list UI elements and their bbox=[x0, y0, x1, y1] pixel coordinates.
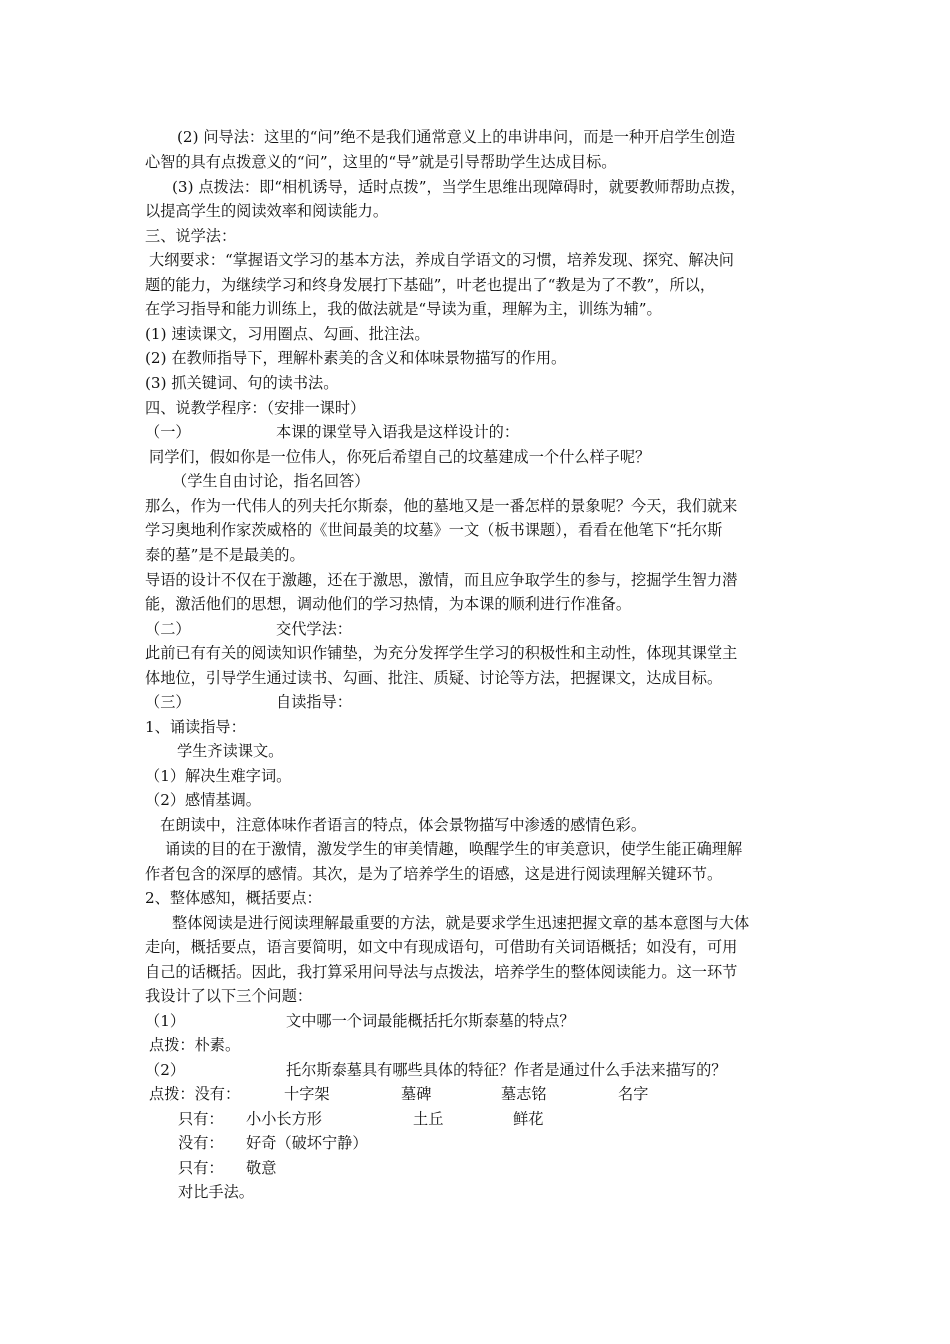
subsection-number: （一） bbox=[145, 423, 191, 441]
contrast-item: 十字架 bbox=[284, 1085, 330, 1103]
contrast-label: 点拨：没有： bbox=[149, 1085, 241, 1103]
contrast-item: 土丘 bbox=[413, 1110, 444, 1128]
paragraph-line: 大纲要求：“掌握语文学习的基本方法，养成自学语文的习惯，培养发现、探究、解决问 bbox=[149, 251, 734, 269]
subsection-title: 自读指导： bbox=[276, 693, 352, 711]
contrast-label: 只有： bbox=[178, 1110, 224, 1128]
contrast-item: 好奇（破坏宁静） bbox=[246, 1134, 368, 1152]
paragraph-line: (2) 问导法：这里的“问”绝不是我们通常意义上的串讲串问，而是一种开启学生创造 bbox=[177, 128, 736, 146]
conclusion-line: 对比手法。 bbox=[178, 1183, 254, 1201]
contrast-item: 鲜花 bbox=[513, 1110, 544, 1128]
question-number: （1） bbox=[145, 1012, 186, 1030]
list-item: (3) 抓关键词、句的读书法。 bbox=[145, 374, 339, 392]
paragraph-line: 题的能力，为继续学习和终身发展打下基础”，叶老也提出了“教是为了不教”，所以， bbox=[145, 276, 716, 294]
paragraph-line: 作者包含的深厚的感情。其次，是为了培养学生的语感，这是进行阅读理解关键环节。 bbox=[145, 865, 723, 883]
question-text: 托尔斯泰墓具有哪些具体的特征？作者是通过什么手法来描写的？ bbox=[286, 1061, 727, 1079]
contrast-item: 敬意 bbox=[246, 1159, 277, 1177]
subsection-number: （二） bbox=[145, 620, 191, 638]
subsection-title: 交代学法： bbox=[276, 620, 352, 638]
paragraph-line: 心智的具有点拨意义的“问”，这里的“导”就是引导帮助学生达成目标。 bbox=[145, 153, 617, 171]
section-heading: 四、说教学程序：（安排一课时） bbox=[145, 399, 366, 417]
list-item: (1) 速读课文，习用圈点、勾画、批注法。 bbox=[145, 325, 430, 343]
contrast-label: 没有： bbox=[178, 1134, 224, 1152]
contrast-label: 只有： bbox=[178, 1159, 224, 1177]
contrast-item: 墓碑 bbox=[401, 1085, 432, 1103]
paragraph-line: 在朗读中，注意体味作者语言的特点，体会景物描写中渗透的感情色彩。 bbox=[160, 816, 646, 834]
paragraph-line: 此前已有有关的阅读知识作铺垫，为充分发挥学生学习的积极性和主动性，体现其课堂主 bbox=[145, 644, 738, 662]
question-text: 文中哪一个词最能概括托尔斯泰墓的特点？ bbox=[286, 1012, 575, 1030]
contrast-item: 小小长方形 bbox=[246, 1110, 322, 1128]
paragraph-line: 以提高学生的阅读效率和阅读能力。 bbox=[145, 202, 388, 220]
paragraph-line: 我设计了以下三个问题： bbox=[145, 987, 313, 1005]
paragraph-line: 诵读的目的在于激情，激发学生的审美情趣，唤醒学生的审美意识，使学生能正确理解 bbox=[165, 840, 743, 858]
list-item: （2）感情基调。 bbox=[145, 791, 261, 809]
paragraph-line: 整体阅读是进行阅读理解最重要的方法，就是要求学生迅速把握文章的基本意图与大体 bbox=[172, 914, 750, 932]
paragraph-line: 在学习指导和能力训练上，我的做法就是“导读为重，理解为主，训练为辅”。 bbox=[145, 300, 662, 318]
subsection-title: 本课的课堂导入语我是这样设计的： bbox=[276, 423, 519, 441]
paragraph-line: （学生自由讨论，指名回答） bbox=[172, 472, 370, 490]
paragraph-line: 同学们，假如你是一位伟人，你死后希望自己的坟墓建成一个什么样子呢？ bbox=[149, 448, 651, 466]
paragraph-line: 走向，概括要点，语言要简明，如文中有现成语句，可借助有关词语概括；如没有，可用 bbox=[145, 938, 738, 956]
paragraph-line: 自己的话概括。因此，我打算采用问导法与点拨法，培养学生的整体阅读能力。这一环节 bbox=[145, 963, 738, 981]
question-number: （2） bbox=[145, 1061, 186, 1079]
answer-line: 点拨：朴素。 bbox=[149, 1036, 241, 1054]
paragraph-line: (3) 点拨法：即“相机诱导，适时点拨”，当学生思维出现障碍时，就要教师帮助点拨， bbox=[172, 178, 746, 196]
list-item: （1）解决生难字词。 bbox=[145, 767, 292, 785]
contrast-item: 名字 bbox=[618, 1085, 649, 1103]
list-item: (2) 在教师指导下，理解朴素美的含义和体味景物描写的作用。 bbox=[145, 349, 567, 367]
paragraph-line: 体地位，引导学生通过读书、勾画、批注、质疑、讨论等方法，把握课文，达成目标。 bbox=[145, 669, 723, 687]
step-heading: 2、整体感知，概括要点： bbox=[145, 889, 322, 907]
step-heading: 1、诵读指导： bbox=[145, 718, 246, 736]
paragraph-line: 泰的墓”是不是最美的。 bbox=[145, 546, 305, 564]
subsection-number: （三） bbox=[145, 693, 191, 711]
paragraph-line: 能，激活他们的思想，调动他们的学习热情，为本课的顺利进行作准备。 bbox=[145, 595, 631, 613]
paragraph-line: 学习奥地利作家茨威格的《世间最美的坟墓》一文（板书课题），看看在他笔下“托尔斯 bbox=[145, 521, 723, 539]
paragraph-line: 那么，作为一代伟人的列夫托尔斯泰，他的墓地又是一番怎样的景象呢？今天，我们就来 bbox=[145, 497, 738, 515]
paragraph-line: 导语的设计不仅在于激趣，还在于激思，激情，而且应争取学生的参与，挖掘学生智力潜 bbox=[145, 571, 738, 589]
section-heading: 三、说学法： bbox=[145, 227, 237, 245]
paragraph-line: 学生齐读课文。 bbox=[177, 742, 284, 760]
contrast-item: 墓志铭 bbox=[501, 1085, 547, 1103]
